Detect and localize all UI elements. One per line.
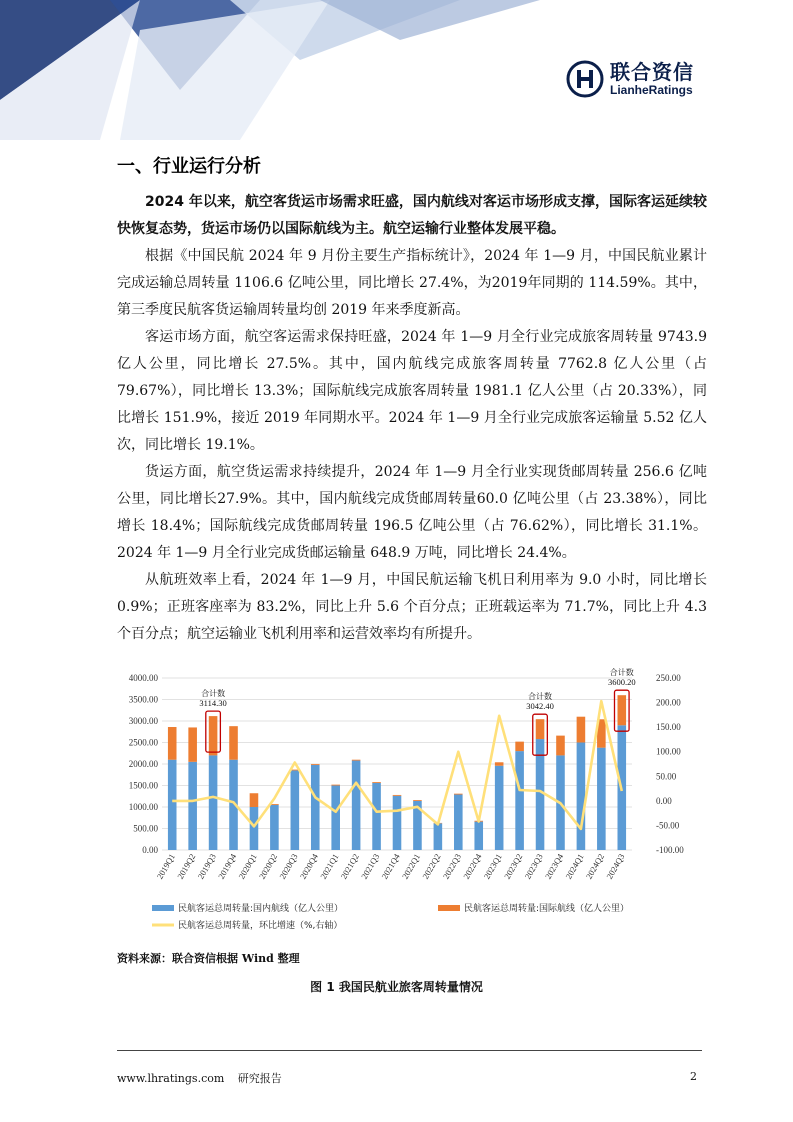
growth-line — [172, 701, 622, 829]
bar-domestic — [331, 786, 340, 851]
x-tick-label: 2020Q1 — [236, 852, 259, 881]
y-left-tick-label: 500.00 — [133, 823, 158, 834]
footer-left — [117, 1070, 292, 1086]
x-tick-label: 2021Q1 — [318, 852, 341, 881]
y-left-tick-label: 1000.00 — [128, 802, 158, 812]
legend-label-domestic: 民航客运总周转量:国内航线（亿人公里） — [178, 904, 344, 914]
x-tick-label: 2023Q1 — [481, 852, 504, 881]
x-tick-label: 2021Q3 — [358, 852, 382, 881]
bar-international — [515, 742, 524, 751]
y-left-tick-label: 2000.00 — [128, 759, 158, 769]
x-tick-label: 2022Q3 — [440, 852, 464, 881]
x-tick-label: 2019Q1 — [154, 852, 177, 881]
x-tick-label: 2022Q2 — [420, 852, 443, 881]
bar-domestic — [188, 762, 197, 850]
bar-international — [188, 727, 197, 761]
bar-international — [372, 782, 381, 783]
paragraph-4: 从航班效率上看，2024 年 1—9 月，中国民航运输飞机日利用率为 9.0 小时，同比增长 0.9%；正班客座率为 83.2%，同比上升 5.6 个百分点；正班载运率为 71.7%，同比上升 4.3 个百分点；航空运输业飞机利用率和运营效率均有所提升。 — [117, 572, 707, 642]
x-tick-label: 2019Q3 — [195, 852, 218, 881]
x-tick-label: 2020Q2 — [256, 852, 280, 881]
bar-international — [556, 736, 565, 756]
x-tick-label: 2022Q1 — [399, 852, 423, 881]
bar-international — [495, 762, 504, 765]
x-tick-label: 2023Q4 — [542, 852, 566, 881]
y-right-tick-label: 250.00 — [656, 673, 681, 683]
page-number: 2 — [690, 1070, 697, 1083]
bar-domestic — [597, 748, 606, 850]
annotation-label: 合计数 — [609, 668, 634, 678]
x-tick-label: 2020Q4 — [297, 852, 320, 881]
x-tick-label: 2024Q2 — [583, 852, 607, 881]
bar-international — [331, 785, 340, 786]
bar-international — [250, 793, 259, 807]
bar-international — [168, 727, 177, 760]
legend-label-growth: 民航客运总周转量，环比增速（%,右轴） — [178, 921, 343, 931]
bar-domestic — [434, 823, 443, 850]
y-left-tick-label: 0.00 — [142, 845, 158, 855]
legend-swatch-domestic — [152, 905, 174, 911]
y-right-tick-label: 0.00 — [656, 795, 672, 806]
paragraph-1: 根据《中国民航 2024 年 9 月份主要生产指标统计》，2024 年 1—9 月，中国民航业累计完成运输总周转量 1106.6 亿吨公里，同比增长 27.4%，为2019年同期的 114.59%。其中，第三季度民航客货运输周转量均创 2019 年来季度新高。 — [117, 248, 707, 318]
bar-domestic — [250, 807, 259, 850]
footer-divider — [117, 1050, 702, 1051]
y-left-tick-label: 2500.00 — [128, 737, 158, 748]
bar-international — [352, 760, 361, 761]
y-right-tick-label: -50.00 — [656, 820, 680, 831]
bar-domestic — [393, 796, 402, 850]
logo-en: LianheRatings — [610, 83, 693, 97]
x-tick-label: 2020Q3 — [277, 852, 300, 881]
figure-caption: 图 1 我国民航业旅客周转量情况 — [310, 980, 483, 994]
bar-domestic — [577, 743, 586, 851]
annotation-value: 3042.40 — [526, 701, 554, 712]
annotation-label: 合计数 — [528, 692, 553, 702]
y-left-tick-label: 4000.00 — [128, 673, 158, 683]
legend-label-international: 民航客运总周转量:国际航线（亿人公里） — [464, 904, 630, 914]
passenger-turnover-chart — [112, 665, 684, 945]
bar-domestic — [209, 755, 218, 850]
footer-site: www.lhratings.com — [117, 1072, 225, 1085]
bar-international — [209, 716, 218, 755]
company-logo — [566, 60, 694, 98]
x-tick-label: 2024Q1 — [563, 852, 586, 881]
y-right-tick-label: 100.00 — [656, 746, 681, 757]
bar-domestic — [168, 760, 177, 850]
bar-international — [536, 719, 545, 739]
bar-domestic — [454, 795, 463, 850]
bar-international — [577, 717, 586, 743]
legend-swatch-international — [438, 905, 460, 911]
bar-domestic — [495, 766, 504, 850]
bar-domestic — [352, 761, 361, 850]
annotation-value: 3114.30 — [199, 698, 227, 709]
lead-paragraph: 2024 年以来，航空客货运市场需求旺盛，国内航线对客运市场形成支撑，国际客运延续较快恢复态势，货运市场仍以国际航线为主。航空运输行业整体发展平稳。 — [117, 194, 707, 237]
bar-international — [617, 695, 626, 725]
bar-domestic — [515, 751, 524, 850]
x-tick-label: 2021Q2 — [338, 852, 361, 881]
section-title: 一、行业运行分析 — [117, 156, 261, 177]
x-tick-label: 2021Q4 — [379, 852, 402, 881]
y-right-tick-label: 150.00 — [656, 722, 681, 733]
x-tick-label: 2024Q3 — [604, 852, 627, 881]
paragraph-2: 客运市场方面，航空客运需求保持旺盛，2024 年 1—9 月全行业完成旅客周转量 9743.9 亿人公里，同比增长 27.5%。其中，国内航线完成旅客周转量 7762.8 亿人公里（占 79.67%），同比增长 13.3%；国际航线完成旅客周转量 1981.1 亿人公里（占 20.33%），同比增长 151.9%，接近 2019 年同期水平。2024 年 1—9 月全行业完成旅客运输量 5.52 亿人次，同比增长 19.1%。 — [117, 329, 707, 453]
bar-domestic — [270, 805, 279, 850]
bar-domestic — [474, 822, 483, 850]
bar-international — [454, 794, 463, 795]
bar-international — [311, 764, 320, 765]
x-tick-label: 2019Q4 — [215, 852, 239, 881]
bar-international — [413, 800, 422, 801]
x-tick-label: 2023Q3 — [522, 852, 545, 881]
bar-international — [229, 726, 238, 760]
y-right-tick-label: 50.00 — [656, 771, 677, 782]
y-right-tick-label: 200.00 — [656, 697, 681, 708]
y-left-tick-label: 3500.00 — [128, 694, 158, 705]
paragraph-3: 货运方面，航空货运需求持续提升，2024 年 1—9 月全行业实现货邮周转量 256.6 亿吨公里，同比增长27.9%。其中，国内航线完成货邮周转量60.0 亿吨公里（占 23.38%），同比增长 18.4%；国际航线完成货邮周转量 196.5 亿吨公里（占 76.62%），同比增长 31.1%。2024 年 1—9 月全行业完成货邮运输量 648.9 万吨，同比增长 24.4%。 — [117, 464, 707, 561]
bar-domestic — [291, 770, 300, 850]
y-left-tick-label: 3000.00 — [128, 716, 158, 726]
logo-cn: 联合资信 — [610, 60, 694, 84]
x-tick-label: 2023Q2 — [501, 852, 525, 881]
y-right-tick-label: -100.00 — [656, 845, 684, 855]
y-left-tick-label: 1500.00 — [128, 780, 158, 791]
x-tick-label: 2019Q2 — [175, 852, 198, 881]
x-tick-label: 2022Q4 — [461, 852, 484, 881]
annotation-label: 合计数 — [201, 689, 226, 699]
lianhe-logo-icon — [566, 60, 604, 98]
footer-report-type: 研究报告 — [237, 1072, 282, 1085]
annotation-value: 3600.20 — [607, 677, 636, 688]
bar-domestic — [372, 783, 381, 850]
source-note: 资料来源：联合资信根据 Wind 整理 — [117, 952, 300, 965]
bar-international — [393, 795, 402, 796]
bar-domestic — [311, 765, 320, 850]
header-decoration — [0, 0, 540, 140]
